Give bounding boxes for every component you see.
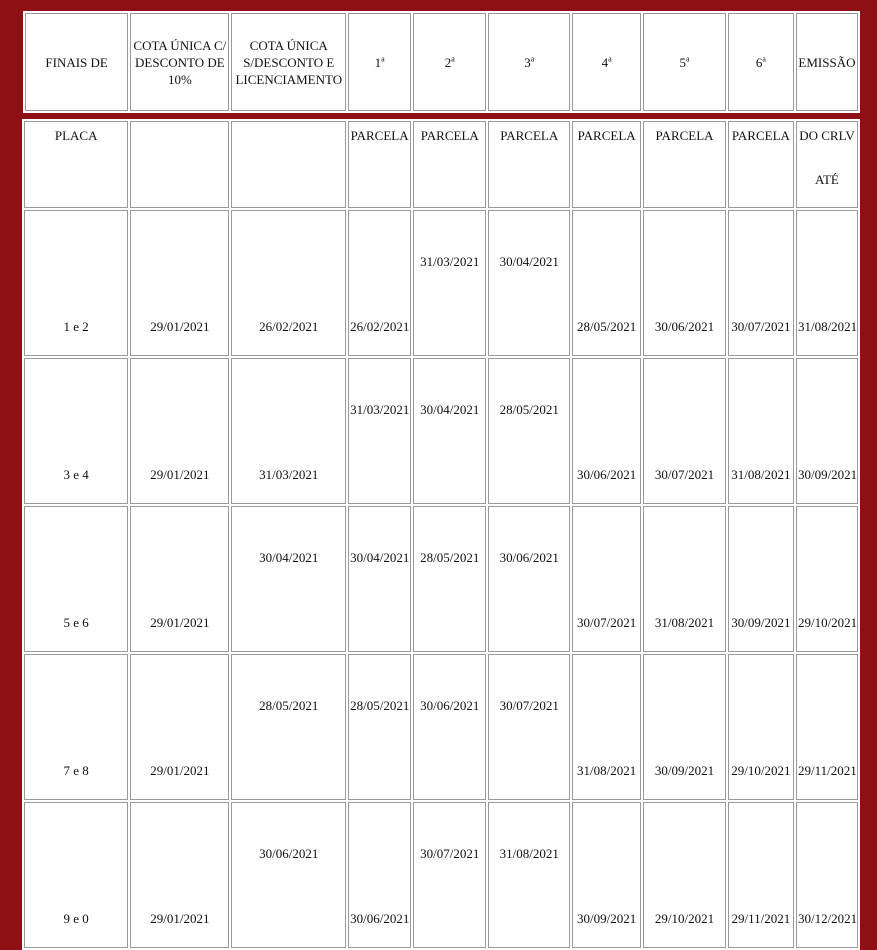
cell-cota-sem: 26/02/2021 — [231, 210, 346, 356]
cell-emissao: 29/10/2021 — [796, 506, 858, 652]
cell-finais: 5 e 6 — [24, 506, 128, 652]
cell-finais: 3 e 4 — [24, 358, 128, 504]
cell-cota-desc: 29/01/2021 — [130, 802, 229, 948]
header-cota-unica-sem-desconto: COTA ÚNICA S/DESCONTO E LICENCIAMENTO — [231, 13, 346, 111]
subheader-parcela-3: PARCELA — [488, 121, 570, 208]
cell-p2: 28/05/2021 — [413, 506, 486, 652]
header-parcela-2: 2$^a$ — [413, 13, 486, 111]
header-parcela-4: 4$^a$ — [572, 13, 641, 111]
subheader-empty-2 — [231, 121, 346, 208]
cell-p5: 30/07/2021 — [643, 358, 726, 504]
cell-p1: 30/04/2021 — [348, 506, 411, 652]
cell-cota-desc: 29/01/2021 — [130, 210, 229, 356]
cell-p1: 28/05/2021 — [348, 654, 411, 800]
cell-p6: 30/07/2021 — [728, 210, 794, 356]
cell-p5: 30/06/2021 — [643, 210, 726, 356]
cell-p3: 30/04/2021 — [488, 210, 570, 356]
cell-p1: 31/03/2021 — [348, 358, 411, 504]
cell-p5: 29/10/2021 — [643, 802, 726, 948]
table-row — [24, 210, 858, 356]
cell-p5: 30/09/2021 — [643, 654, 726, 800]
cell-cota-sem: 30/06/2021 — [231, 802, 346, 948]
subheader-placa: PLACA — [24, 121, 128, 208]
cell-emissao: 31/08/2021 — [796, 210, 858, 356]
cell-p3: 31/08/2021 — [488, 802, 570, 948]
subheader-row — [24, 121, 858, 208]
subheader-parcela-1: PARCELA — [348, 121, 411, 208]
cell-p6: 29/11/2021 — [728, 802, 794, 948]
table-row — [24, 654, 858, 800]
cell-finais: 7 e 8 — [24, 654, 128, 800]
cell-p4: 31/08/2021 — [572, 654, 641, 800]
cell-cota-sem: 30/04/2021 — [231, 506, 346, 652]
cell-p2: 30/07/2021 — [413, 802, 486, 948]
table-row — [24, 358, 858, 504]
subheader-emissao — [796, 121, 858, 208]
cell-p2: 30/06/2021 — [413, 654, 486, 800]
subheader-parcela-2: PARCELA — [413, 121, 486, 208]
cell-p4: 30/09/2021 — [572, 802, 641, 948]
cell-cota-desc: 29/01/2021 — [130, 506, 229, 652]
subheader-emissao-line2: ATÉ — [815, 172, 839, 187]
cell-emissao: 30/09/2021 — [796, 358, 858, 504]
cell-p4: 30/07/2021 — [572, 506, 641, 652]
header-row — [25, 13, 858, 111]
cell-p6: 29/10/2021 — [728, 654, 794, 800]
cell-p3: 30/07/2021 — [488, 654, 570, 800]
header-finais-de: FINAIS DE — [25, 13, 128, 111]
subheader-parcela-5: PARCELA — [643, 121, 726, 208]
cell-p6: 30/09/2021 — [728, 506, 794, 652]
header-parcela-1: 1$^a$ — [348, 13, 411, 111]
cell-p6: 31/08/2021 — [728, 358, 794, 504]
cell-cota-desc: 29/01/2021 — [130, 358, 229, 504]
header-table — [23, 11, 860, 113]
cell-emissao: 29/11/2021 — [796, 654, 858, 800]
cell-p4: 30/06/2021 — [572, 358, 641, 504]
cell-p5: 31/08/2021 — [643, 506, 726, 652]
header-parcela-6: 6$^a$ — [728, 13, 794, 111]
table-row — [24, 506, 858, 652]
cell-p1: 26/02/2021 — [348, 210, 411, 356]
cell-cota-sem: 31/03/2021 — [231, 358, 346, 504]
header-parcela-5: 5$^a$ — [643, 13, 726, 111]
cell-cota-sem: 28/05/2021 — [231, 654, 346, 800]
cell-p3: 30/06/2021 — [488, 506, 570, 652]
cell-p2: 31/03/2021 — [413, 210, 486, 356]
cell-finais: 9 e 0 — [24, 802, 128, 948]
cell-p4: 28/05/2021 — [572, 210, 641, 356]
cell-emissao: 30/12/2021 — [796, 802, 858, 948]
schedule-table — [22, 119, 860, 950]
header-emissao: EMISSÃO — [796, 13, 858, 111]
subheader-parcela-4: PARCELA — [572, 121, 641, 208]
cell-p2: 30/04/2021 — [413, 358, 486, 504]
cell-p1: 30/06/2021 — [348, 802, 411, 948]
subheader-emissao-line1: DO CRLV — [799, 128, 855, 143]
table-row — [24, 802, 858, 948]
header-parcela-3: 3$^a$ — [488, 13, 570, 111]
subheader-parcela-6: PARCELA — [728, 121, 794, 208]
cell-cota-desc: 29/01/2021 — [130, 654, 229, 800]
subheader-empty-1 — [130, 121, 229, 208]
header-cota-unica-desconto: COTA ÚNICA C/ DESCONTO DE 10% — [130, 13, 229, 111]
cell-p3: 28/05/2021 — [488, 358, 570, 504]
cell-finais: 1 e 2 — [24, 210, 128, 356]
